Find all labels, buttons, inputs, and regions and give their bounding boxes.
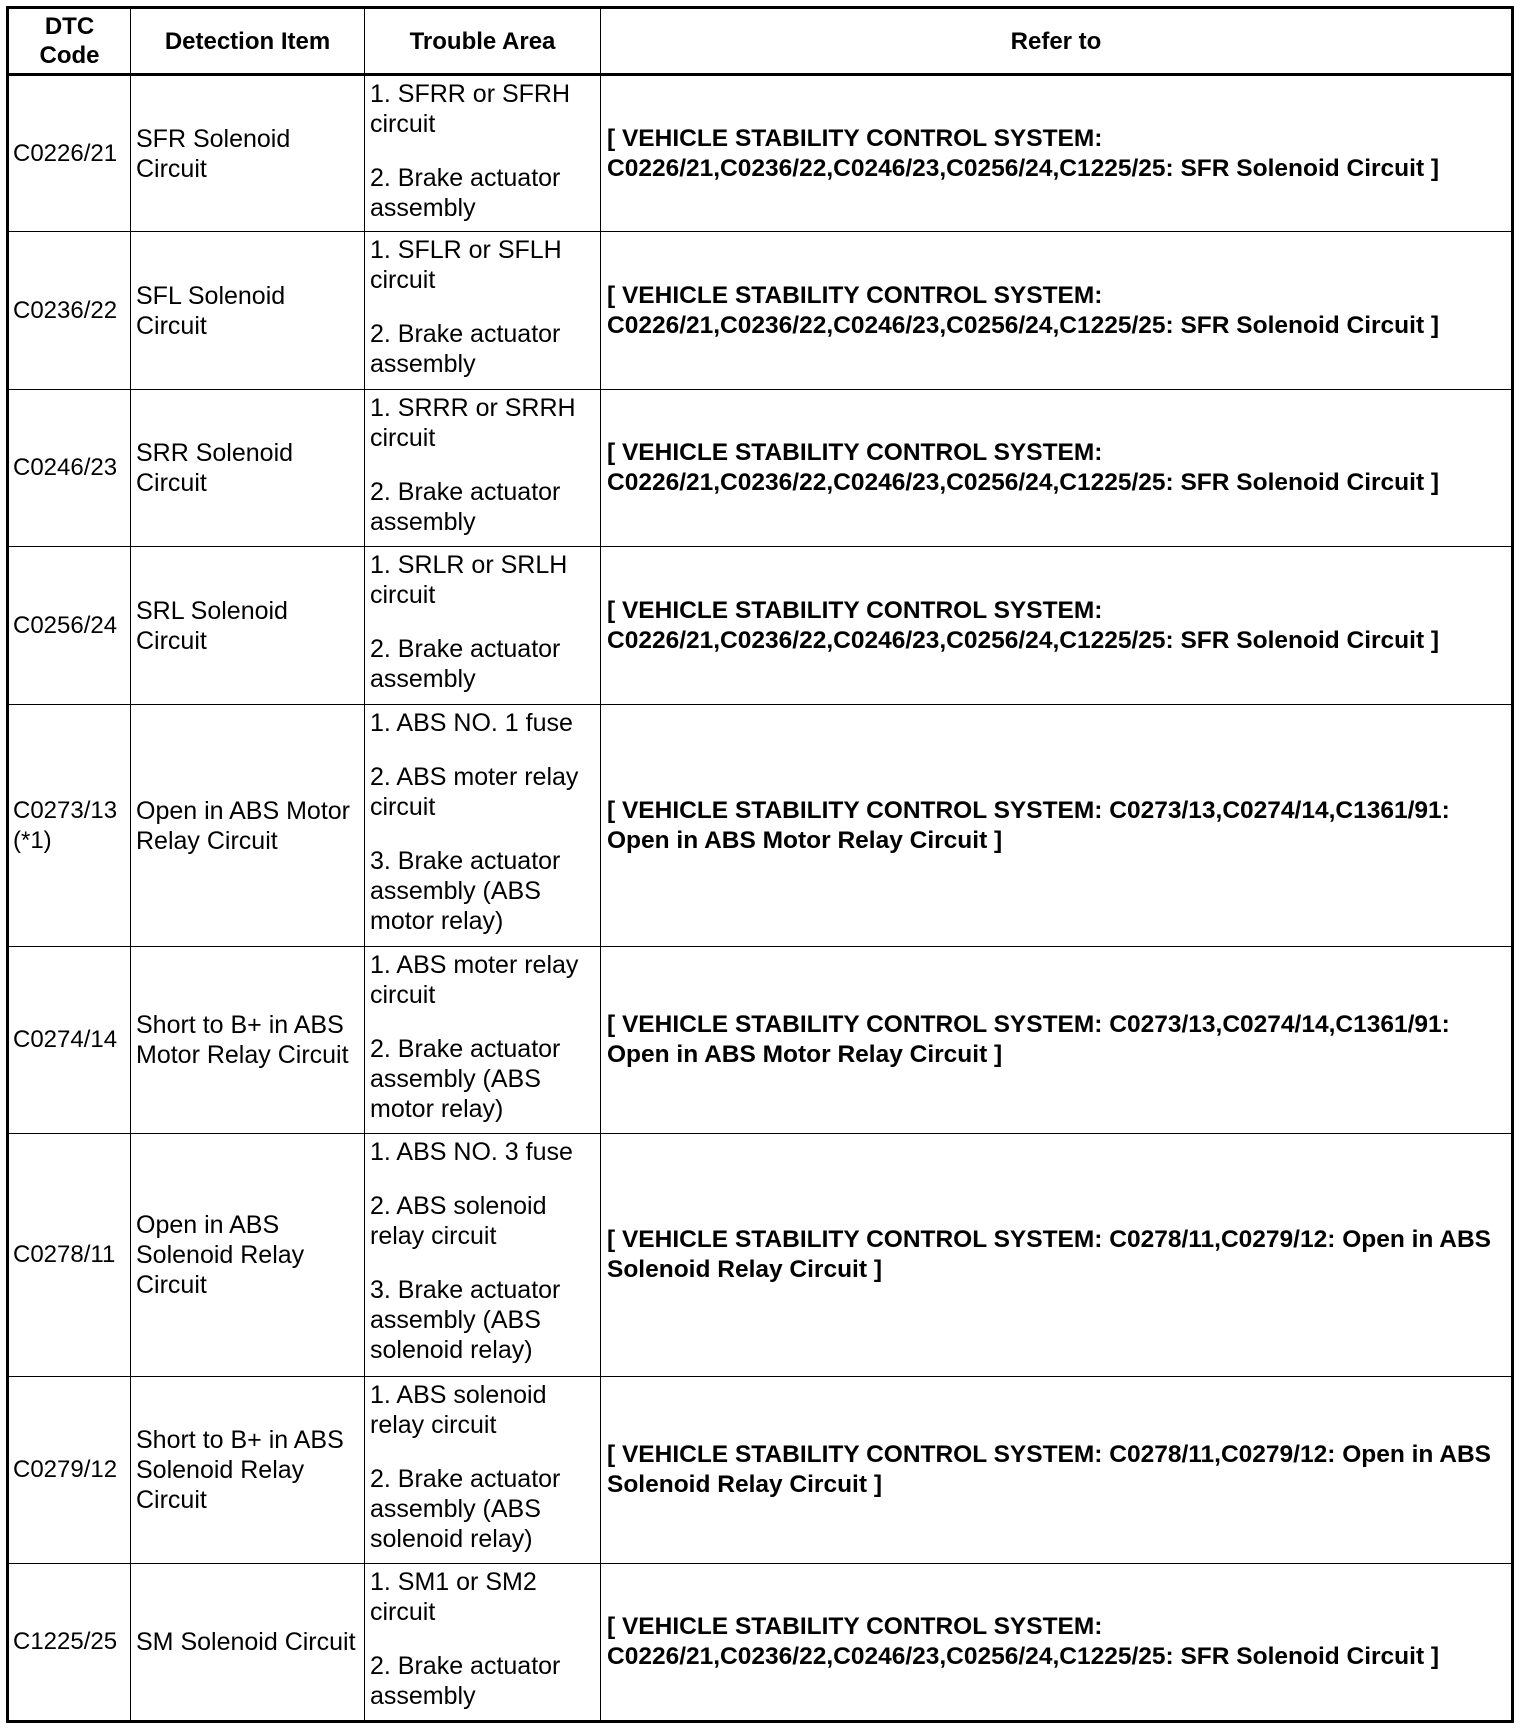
dtc-code-cell (8, 75, 131, 232)
trouble-item: 3. Brake actuator assembly (ABS solenoid relay) (370, 1276, 561, 1364)
trouble-area (365, 75, 601, 232)
dtc-code-cell (8, 1134, 131, 1377)
trouble-item: 1. ABS moter relay circuit (370, 951, 579, 1009)
detection-item: SFL Solenoid Circuit (131, 232, 365, 390)
trouble-item: 1. SFLR or SFLH circuit (370, 236, 562, 294)
dtc-code: C1225/25 (13, 1628, 118, 1655)
dtc-code-cell (8, 1377, 131, 1564)
dtc-code: C0226/21 (13, 139, 118, 167)
table-row (8, 1564, 1513, 1722)
table-row (8, 547, 1513, 705)
trouble-item: 1. SFRR or SFRH circuit (370, 80, 571, 138)
table-row (8, 705, 1513, 947)
trouble-item: 2. Brake actuator assembly (370, 164, 561, 222)
trouble-item: 2. Brake actuator assembly (370, 478, 561, 536)
header-dtc-code: DTC Code (8, 8, 131, 75)
dtc-code: C0236/22 (13, 296, 118, 324)
detection-item: Open in ABS Solenoid Relay Circuit (131, 1134, 365, 1377)
dtc-code-cell (8, 232, 131, 390)
trouble-area (365, 947, 601, 1134)
dtc-code: C0246/23 (13, 454, 118, 481)
refer-to: [ VEHICLE STABILITY CONTROL SYSTEM: C0226/21,C0236/22,C0246/23,C0256/24,C1225/25: SFR Solenoid Circuit ] (601, 547, 1513, 705)
trouble-area (365, 1377, 601, 1564)
trouble-item: 1. SRLR or SRLH circuit (370, 551, 568, 609)
refer-to: [ VEHICLE STABILITY CONTROL SYSTEM: C0226/21,C0236/22,C0246/23,C0256/24,C1225/25: SFR Solenoid Circuit ] (601, 1564, 1513, 1722)
trouble-area (365, 705, 601, 947)
dtc-code-cell (8, 390, 131, 547)
trouble-area (365, 1564, 601, 1722)
dtc-code: C0256/24 (13, 611, 118, 639)
refer-to: [ VEHICLE STABILITY CONTROL SYSTEM: C0226/21,C0236/22,C0246/23,C0256/24,C1225/25: SFR Solenoid Circuit ] (601, 390, 1513, 547)
dtc-code: C0279/12 (13, 1456, 118, 1483)
dtc-code-cell (8, 547, 131, 705)
trouble-item: 2. ABS solenoid relay circuit (370, 1192, 547, 1250)
refer-to: [ VEHICLE STABILITY CONTROL SYSTEM: C0226/21,C0236/22,C0246/23,C0256/24,C1225/25: SFR Solenoid Circuit ] (601, 232, 1513, 390)
detection-item: SRL Solenoid Circuit (131, 547, 365, 705)
detection-item: SM Solenoid Circuit (131, 1564, 365, 1722)
trouble-item: 2. Brake actuator assembly (ABS solenoid relay) (370, 1465, 561, 1553)
trouble-item: 2. Brake actuator assembly (370, 1652, 561, 1710)
dtc-table (6, 6, 1514, 1723)
trouble-area (365, 390, 601, 547)
refer-to: [ VEHICLE STABILITY CONTROL SYSTEM: C0278/11,C0279/12: Open in ABS Solenoid Relay Circuit ] (601, 1134, 1513, 1377)
table-row (8, 75, 1513, 232)
refer-to: [ VEHICLE STABILITY CONTROL SYSTEM: C0273/13,C0274/14,C1361/91: Open in ABS Motor Relay Circuit ] (601, 705, 1513, 947)
trouble-area (365, 232, 601, 390)
detection-item: Short to B+ in ABS Solenoid Relay Circuit (131, 1377, 365, 1564)
dtc-code: C0278/11 (13, 1241, 116, 1268)
table-row (8, 390, 1513, 547)
trouble-item: 2. Brake actuator assembly (370, 635, 561, 693)
trouble-item: 1. SM1 or SM2 circuit (370, 1568, 537, 1626)
dtc-code: C0273/13 (13, 796, 118, 824)
table-header-row (8, 8, 1513, 75)
table-row (8, 1134, 1513, 1377)
header-refer-to: Refer to (601, 8, 1513, 75)
table-row (8, 232, 1513, 390)
trouble-item: 1. ABS solenoid relay circuit (370, 1381, 547, 1439)
detection-item: SRR Solenoid Circuit (131, 390, 365, 547)
dtc-code-cell (8, 705, 131, 947)
trouble-item: 1. SRRR or SRRH circuit (370, 394, 576, 452)
trouble-item: 2. Brake actuator assembly (ABS motor relay) (370, 1035, 561, 1123)
header-trouble-area: Trouble Area (365, 8, 601, 75)
table-row (8, 947, 1513, 1134)
trouble-item: 2. ABS moter relay circuit (370, 763, 579, 821)
trouble-item: 1. ABS NO. 1 fuse (370, 709, 573, 737)
dtc-code-note: (*1) (13, 826, 52, 854)
trouble-item: 1. ABS NO. 3 fuse (370, 1138, 573, 1166)
dtc-code: C0274/14 (13, 1026, 118, 1053)
trouble-area (365, 547, 601, 705)
table-row (8, 1377, 1513, 1564)
refer-to: [ VEHICLE STABILITY CONTROL SYSTEM: C0226/21,C0236/22,C0246/23,C0256/24,C1225/25: SFR Solenoid Circuit ] (601, 75, 1513, 232)
refer-to: [ VEHICLE STABILITY CONTROL SYSTEM: C0273/13,C0274/14,C1361/91: Open in ABS Motor Relay Circuit ] (601, 947, 1513, 1134)
header-detection-item: Detection Item (131, 8, 365, 75)
trouble-item: 3. Brake actuator assembly (ABS motor relay) (370, 847, 561, 935)
refer-to: [ VEHICLE STABILITY CONTROL SYSTEM: C0278/11,C0279/12: Open in ABS Solenoid Relay Circuit ] (601, 1377, 1513, 1564)
detection-item: Open in ABS Motor Relay Circuit (131, 705, 365, 947)
trouble-item: 2. Brake actuator assembly (370, 320, 561, 378)
dtc-code-cell (8, 1564, 131, 1722)
detection-item: SFR Solenoid Circuit (131, 75, 365, 232)
trouble-area (365, 1134, 601, 1377)
dtc-code-cell (8, 947, 131, 1134)
detection-item: Short to B+ in ABS Motor Relay Circuit (131, 947, 365, 1134)
